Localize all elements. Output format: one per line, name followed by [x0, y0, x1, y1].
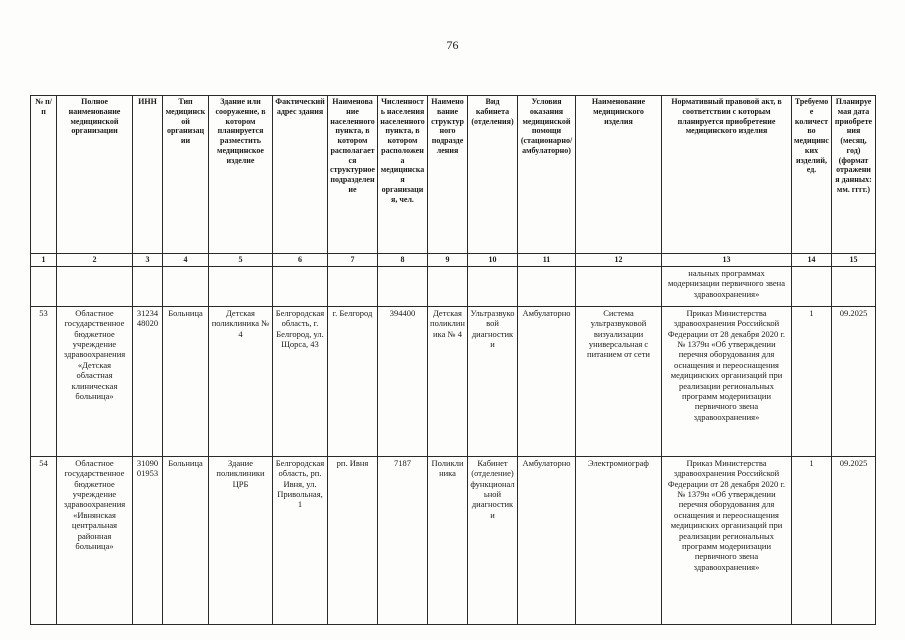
column-number: 12	[576, 254, 662, 267]
column-number: 2	[57, 254, 133, 267]
cell-empty	[133, 267, 163, 307]
column-number: 14	[792, 254, 832, 267]
col-header-building: Здание или сооружение, в котором планируется разместить медицинское изделие	[209, 96, 273, 254]
cell-date: 09.2025	[832, 307, 876, 457]
column-number: 10	[468, 254, 518, 267]
cell-building: Детская поликлиника № 4	[209, 307, 273, 457]
col-header-settlement: Наименование населенного пункта, в котором располагается структурное подразделение	[328, 96, 378, 254]
cell-empty	[576, 267, 662, 307]
cell-device: Электромиограф	[576, 457, 662, 625]
cell-org-name: Областное государственное бюджетное учреждение здравоохранения «Детская областная клиническая больница»	[57, 307, 133, 457]
col-header-care-conditions: Условия оказания медицинской помощи (стационарно/амбулаторно)	[518, 96, 576, 254]
column-number: 4	[163, 254, 209, 267]
column-number: 6	[273, 254, 328, 267]
col-header-device: Наименование медицинского изделия	[576, 96, 662, 254]
page-number: 76	[446, 38, 459, 52]
cell-legal-act: Приказ Министерства здравоохранения Российской Федерации от 28 декабря 2020 г. № 1379н «Об утверждении перечня оборудования для оснащения и переоснащения медицинских организаций при реализации региональных программ модернизации первичного звена здравоохранения»	[662, 307, 792, 457]
column-number: 8	[378, 254, 428, 267]
cell-population: 394400	[378, 307, 428, 457]
cell-legal-act-continuation: нальных программах модернизации первичного звена здравоохранения»	[662, 267, 792, 307]
cell-unit: Поликлиника	[428, 457, 468, 625]
cell-address: Белгородская область, г. Белгород, ул. Щорса, 43	[273, 307, 328, 457]
carryover-row	[31, 267, 876, 307]
cell-org-name: Областное государственное бюджетное учреждение здравоохранения «Ивнянская центральная районная больница»	[57, 457, 133, 625]
col-header-org-name: Полное наименование медицинской организации	[57, 96, 133, 254]
cell-empty	[31, 267, 57, 307]
cell-empty	[209, 267, 273, 307]
column-number: 9	[428, 254, 468, 267]
cell-unit: Детская поликлиника № 4	[428, 307, 468, 457]
table-row	[31, 457, 876, 625]
cell-empty	[57, 267, 133, 307]
cell-care-conditions: Амбулаторно	[518, 307, 576, 457]
column-number: 3	[133, 254, 163, 267]
cell-empty	[428, 267, 468, 307]
medical-equipment-table	[30, 95, 876, 625]
cell-inn: 3123448020	[133, 307, 163, 457]
col-header-date: Планируемая дата приобретения (месяц, год) (формат отражения данных: мм. гггг.)	[832, 96, 876, 254]
cell-settlement: рп. Ивня	[328, 457, 378, 625]
col-header-address: Фактический адрес здания	[273, 96, 328, 254]
header-row	[31, 96, 876, 254]
cell-care-conditions: Амбулаторно	[518, 457, 576, 625]
table-row	[31, 307, 876, 457]
col-header-quantity: Требуемое количество медицинских изделий, ед.	[792, 96, 832, 254]
cell-cabinet: Ультразвуковой диагностики	[468, 307, 518, 457]
cell-date: 09.2025	[832, 457, 876, 625]
col-header-inn: ИНН	[133, 96, 163, 254]
column-number: 1	[31, 254, 57, 267]
cell-row-number: 53	[31, 307, 57, 457]
cell-empty	[468, 267, 518, 307]
cell-empty	[163, 267, 209, 307]
cell-empty	[832, 267, 876, 307]
cell-address: Белгородская область, рп. Ивня, ул. Привольная, 1	[273, 457, 328, 625]
cell-row-number: 54	[31, 457, 57, 625]
cell-empty	[328, 267, 378, 307]
col-header-population: Численность населения населенного пункта, в котором расположена медицинская организация, чел.	[378, 96, 428, 254]
column-number: 5	[209, 254, 273, 267]
col-header-cabinet: Вид кабинета (отделения)	[468, 96, 518, 254]
cell-cabinet: Кабинет (отделение) функциональной диагностики	[468, 457, 518, 625]
column-number: 13	[662, 254, 792, 267]
cell-empty	[378, 267, 428, 307]
cell-org-type: Больница	[163, 307, 209, 457]
column-number: 15	[832, 254, 876, 267]
cell-settlement: г. Белгород	[328, 307, 378, 457]
column-number: 11	[518, 254, 576, 267]
cell-org-type: Больница	[163, 457, 209, 625]
cell-building: Здание поликлиники ЦРБ	[209, 457, 273, 625]
col-header-legal-act: Нормативный правовой акт, в соответствии с которым планируется приобретение медицинского изделия	[662, 96, 792, 254]
cell-device: Система ультразвуковой визуализации универсальная с питанием от сети	[576, 307, 662, 457]
cell-empty	[518, 267, 576, 307]
cell-quantity: 1	[792, 307, 832, 457]
cell-legal-act: Приказ Министерства здравоохранения Российской Федерации от 28 декабря 2020 г. № 1379н «Об утверждении перечня оборудования для оснащения и переоснащения медицинских организаций при реализации региональных программ модернизации первичного звена здравоохранения»	[662, 457, 792, 625]
cell-empty	[792, 267, 832, 307]
column-number: 7	[328, 254, 378, 267]
cell-inn: 3109001953	[133, 457, 163, 625]
cell-population: 7187	[378, 457, 428, 625]
col-header-unit: Наименование структурного подразделения	[428, 96, 468, 254]
col-header-org-type: Тип медицинской организации	[163, 96, 209, 254]
cell-empty	[273, 267, 328, 307]
cell-quantity: 1	[792, 457, 832, 625]
column-numbers-row	[31, 254, 876, 267]
col-header-num: № п/п	[31, 96, 57, 254]
